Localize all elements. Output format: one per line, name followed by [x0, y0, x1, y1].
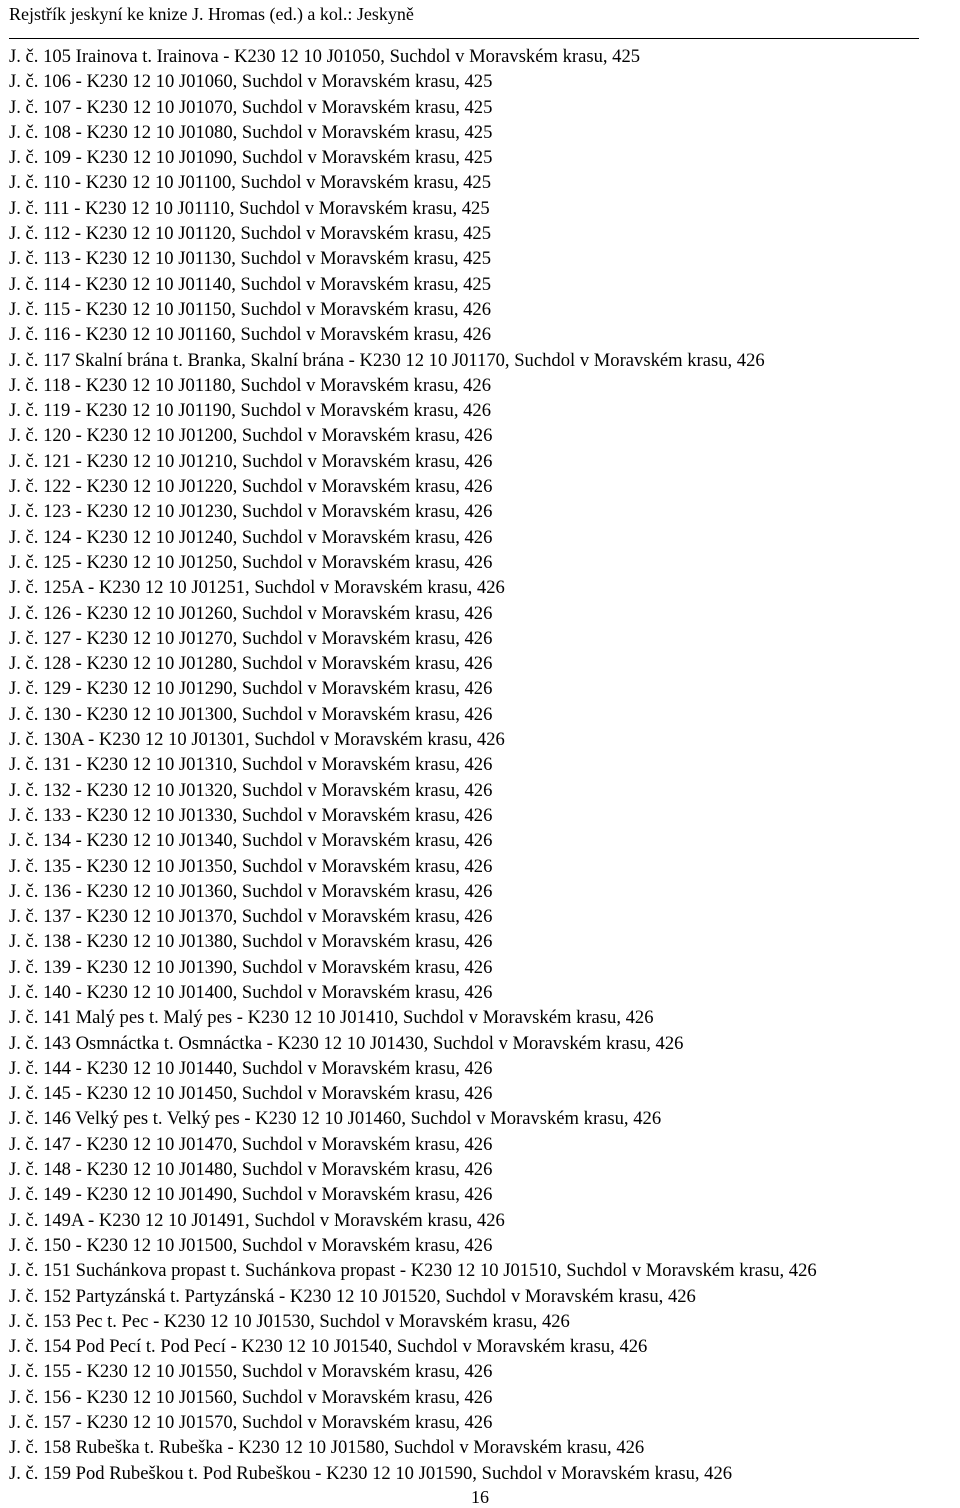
cave-entry: J. č. 140 - K230 12 10 J01400, Suchdol v Moravském krasu, 426 — [9, 981, 493, 1003]
cave-entry: J. č. 125A - K230 12 10 J01251, Suchdol v Moravském krasu, 426 — [9, 577, 505, 599]
cave-entry: J. č. 154 Pod Pecí t. Pod Pecí - K230 12 10 J01540, Suchdol v Moravském krasu, 426 — [9, 1336, 648, 1358]
cave-entry-list — [9, 44, 959, 1486]
cave-entry: J. č. 124 - K230 12 10 J01240, Suchdol v Moravském krasu, 426 — [9, 526, 493, 548]
cave-entry: J. č. 125 - K230 12 10 J01250, Suchdol v Moravském krasu, 426 — [9, 551, 493, 573]
cave-entry: J. č. 143 Osmnáctka t. Osmnáctka - K230 12 10 J01430, Suchdol v Moravském krasu, 426 — [9, 1032, 684, 1054]
cave-entry: J. č. 122 - K230 12 10 J01220, Suchdol v Moravském krasu, 426 — [9, 476, 493, 498]
page-header — [9, 0, 919, 39]
cave-entry: J. č. 132 - K230 12 10 J01320, Suchdol v Moravském krasu, 426 — [9, 779, 493, 801]
cave-entry: J. č. 127 - K230 12 10 J01270, Suchdol v Moravském krasu, 426 — [9, 627, 493, 649]
cave-entry: J. č. 149A - K230 12 10 J01491, Suchdol v Moravském krasu, 426 — [9, 1209, 505, 1231]
header-title: Rejstřík jeskyní ke knize J. Hromas (ed.) a kol.: Jeskyně — [9, 4, 414, 24]
cave-entry: J. č. 151 Suchánkova propast t. Suchánkova propast - K230 12 10 J01510, Suchdol v Moravském krasu, 426 — [9, 1260, 817, 1282]
cave-entry: J. č. 144 - K230 12 10 J01440, Suchdol v Moravském krasu, 426 — [9, 1057, 493, 1079]
cave-entry: J. č. 133 - K230 12 10 J01330, Suchdol v Moravském krasu, 426 — [9, 804, 493, 826]
cave-entry: J. č. 108 - K230 12 10 J01080, Suchdol v Moravském krasu, 425 — [9, 121, 493, 143]
cave-entry: J. č. 152 Partyzánská t. Partyzánská - K230 12 10 J01520, Suchdol v Moravském krasu, 426 — [9, 1285, 696, 1307]
cave-entry: J. č. 105 Irainova t. Irainova - K230 12 10 J01050, Suchdol v Moravském krasu, 425 — [9, 46, 641, 67]
cave-entry: J. č. 111 - K230 12 10 J01110, Suchdol v Moravském krasu, 425 — [9, 197, 490, 219]
cave-entry: J. č. 129 - K230 12 10 J01290, Suchdol v Moravském krasu, 426 — [9, 678, 493, 700]
cave-entry: J. č. 110 - K230 12 10 J01100, Suchdol v Moravském krasu, 425 — [9, 172, 492, 194]
cave-entry: J. č. 158 Rubeška t. Rubeška - K230 12 10 J01580, Suchdol v Moravském krasu, 426 — [9, 1437, 645, 1459]
cave-entry: J. č. 145 - K230 12 10 J01450, Suchdol v Moravském krasu, 426 — [9, 1083, 493, 1105]
cave-entry: J. č. 139 - K230 12 10 J01390, Suchdol v Moravském krasu, 426 — [9, 956, 493, 978]
cave-entry: J. č. 141 Malý pes t. Malý pes - K230 12 10 J01410, Suchdol v Moravském krasu, 426 — [9, 1007, 654, 1029]
cave-entry: J. č. 107 - K230 12 10 J01070, Suchdol v Moravském krasu, 425 — [9, 96, 493, 118]
cave-entry: J. č. 153 Pec t. Pec - K230 12 10 J01530, Suchdol v Moravském krasu, 426 — [9, 1310, 570, 1332]
cave-entry: J. č. 119 - K230 12 10 J01190, Suchdol v Moravském krasu, 426 — [9, 400, 492, 422]
cave-entry: J. č. 135 - K230 12 10 J01350, Suchdol v Moravském krasu, 426 — [9, 855, 493, 877]
cave-entry: J. č. 126 - K230 12 10 J01260, Suchdol v Moravském krasu, 426 — [9, 602, 493, 624]
cave-entry: J. č. 136 - K230 12 10 J01360, Suchdol v Moravském krasu, 426 — [9, 880, 493, 902]
cave-entry: J. č. 114 - K230 12 10 J01140, Suchdol v Moravském krasu, 425 — [9, 273, 492, 295]
cave-entry: J. č. 109 - K230 12 10 J01090, Suchdol v Moravském krasu, 425 — [9, 147, 493, 169]
cave-entry: J. č. 115 - K230 12 10 J01150, Suchdol v Moravském krasu, 426 — [9, 298, 492, 320]
cave-entry: J. č. 123 - K230 12 10 J01230, Suchdol v Moravském krasu, 426 — [9, 501, 493, 523]
cave-entry: J. č. 117 Skalní brána t. Branka, Skalní brána - K230 12 10 J01170, Suchdol v Moravském krasu, 426 — [9, 349, 765, 371]
cave-entry: J. č. 118 - K230 12 10 J01180, Suchdol v Moravském krasu, 426 — [9, 374, 492, 396]
cave-entry: J. č. 120 - K230 12 10 J01200, Suchdol v Moravském krasu, 426 — [9, 425, 493, 447]
cave-entry: J. č. 112 - K230 12 10 J01120, Suchdol v Moravském krasu, 425 — [9, 223, 492, 245]
cave-entry: J. č. 155 - K230 12 10 J01550, Suchdol v Moravském krasu, 426 — [9, 1361, 493, 1383]
cave-entry: J. č. 146 Velký pes t. Velký pes - K230 12 10 J01460, Suchdol v Moravském krasu, 426 — [9, 1108, 662, 1130]
cave-entry: J. č. 134 - K230 12 10 J01340, Suchdol v Moravském krasu, 426 — [9, 830, 493, 852]
cave-entry: J. č. 156 - K230 12 10 J01560, Suchdol v Moravském krasu, 426 — [9, 1386, 493, 1408]
cave-entry: J. č. 116 - K230 12 10 J01160, Suchdol v Moravském krasu, 426 — [9, 324, 492, 346]
cave-entry: J. č. 137 - K230 12 10 J01370, Suchdol v Moravském krasu, 426 — [9, 906, 493, 928]
cave-entry: J. č. 148 - K230 12 10 J01480, Suchdol v Moravském krasu, 426 — [9, 1159, 493, 1181]
cave-entry: J. č. 121 - K230 12 10 J01210, Suchdol v Moravském krasu, 426 — [9, 450, 493, 472]
cave-entry: J. č. 159 Pod Rubeškou t. Pod Rubeškou - K230 12 10 J01590, Suchdol v Moravském krasu, 426 — [9, 1462, 733, 1484]
cave-entry: J. č. 130 - K230 12 10 J01300, Suchdol v Moravském krasu, 426 — [9, 703, 493, 725]
cave-entry: J. č. 138 - K230 12 10 J01380, Suchdol v Moravském krasu, 426 — [9, 931, 493, 953]
cave-entry: J. č. 157 - K230 12 10 J01570, Suchdol v Moravském krasu, 426 — [9, 1412, 493, 1434]
cave-entry: J. č. 128 - K230 12 10 J01280, Suchdol v Moravském krasu, 426 — [9, 653, 493, 675]
cave-entry: J. č. 147 - K230 12 10 J01470, Suchdol v Moravském krasu, 426 — [9, 1133, 493, 1155]
cave-entry: J. č. 131 - K230 12 10 J01310, Suchdol v Moravském krasu, 426 — [9, 754, 493, 776]
cave-entry: J. č. 130A - K230 12 10 J01301, Suchdol v Moravském krasu, 426 — [9, 729, 505, 751]
cave-entry: J. č. 106 - K230 12 10 J01060, Suchdol v Moravském krasu, 425 — [9, 71, 493, 93]
cave-entry: J. č. 150 - K230 12 10 J01500, Suchdol v Moravském krasu, 426 — [9, 1234, 493, 1256]
cave-entry: J. č. 149 - K230 12 10 J01490, Suchdol v Moravském krasu, 426 — [9, 1184, 493, 1206]
cave-entry: J. č. 113 - K230 12 10 J01130, Suchdol v Moravském krasu, 425 — [9, 248, 492, 270]
page-number: 16 — [471, 1487, 489, 1507]
